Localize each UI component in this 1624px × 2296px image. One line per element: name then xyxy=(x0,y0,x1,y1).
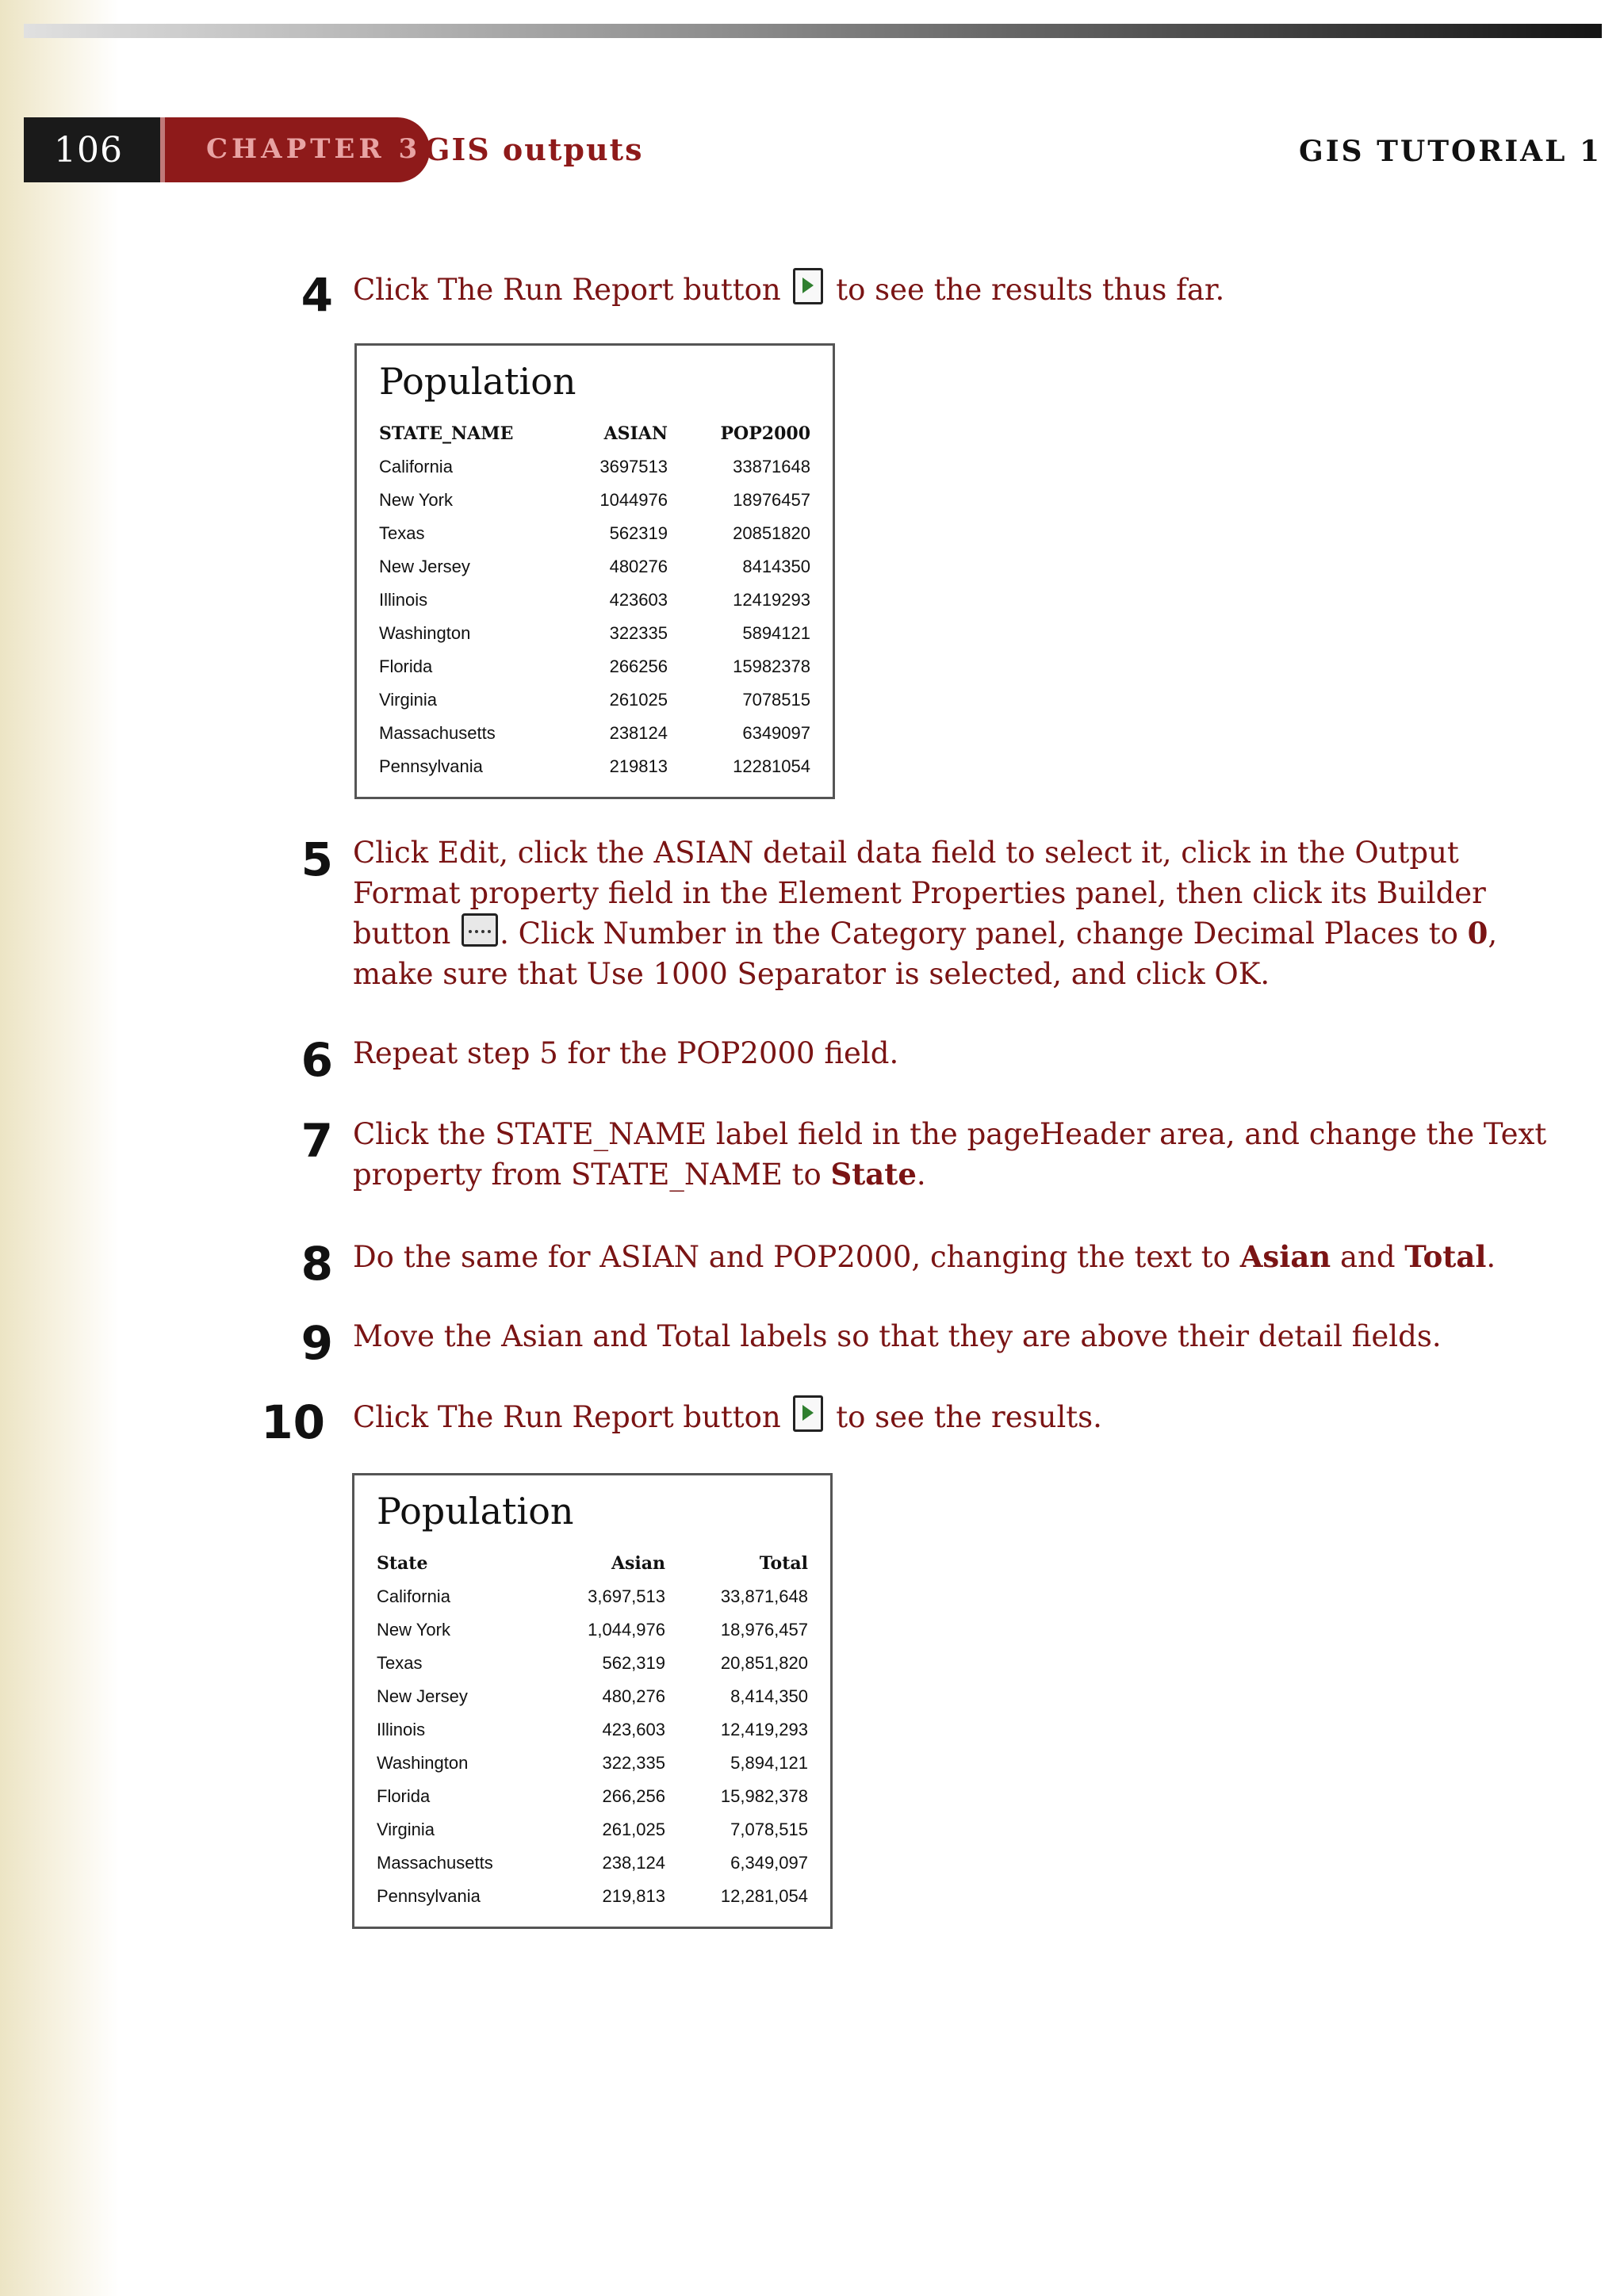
step-number: 9 xyxy=(301,1316,333,1370)
total-cell: 20851820 xyxy=(733,523,810,543)
asian-cell: 238124 xyxy=(609,723,668,743)
step-number: 7 xyxy=(301,1114,333,1168)
state-cell: Virginia xyxy=(379,690,437,710)
step-text xyxy=(353,1033,1574,1073)
step-text xyxy=(353,1114,1574,1195)
step-text xyxy=(353,1395,1574,1437)
report-header-row xyxy=(379,423,810,450)
run-report-icon xyxy=(793,1395,823,1432)
table-row xyxy=(377,1680,808,1713)
state-cell: Virginia xyxy=(377,1820,435,1839)
step-text-run: and xyxy=(1331,1240,1405,1274)
step-text xyxy=(353,268,1574,310)
step-5 xyxy=(254,832,1554,999)
state-cell: California xyxy=(377,1586,450,1606)
asian-cell: 423,603 xyxy=(602,1720,665,1739)
state-cell: California xyxy=(379,457,453,476)
table-row xyxy=(379,550,810,584)
chapter-title: GIS outputs xyxy=(424,132,644,167)
asian-cell: 1,044,976 xyxy=(588,1620,665,1640)
book-title: GIS TUTORIAL 1 xyxy=(1298,135,1602,168)
total-cell: 33871648 xyxy=(733,457,810,476)
table-row xyxy=(379,584,810,617)
step-text-bold: State xyxy=(830,1157,917,1192)
total-cell: 20,851,820 xyxy=(720,1653,808,1673)
page-edge-shading xyxy=(0,0,119,2296)
chapter-label: CHAPTER 3 xyxy=(206,133,422,165)
total-cell: 12419293 xyxy=(733,590,810,610)
asian-cell: 266,256 xyxy=(602,1786,665,1806)
step-7 xyxy=(254,1114,1554,1201)
header-state: STATE_NAME xyxy=(379,423,514,444)
chapter-tab xyxy=(160,117,430,182)
state-cell: New York xyxy=(379,490,453,510)
asian-cell: 1044976 xyxy=(599,490,668,510)
state-cell: New Jersey xyxy=(379,557,470,576)
header-asian: ASIAN xyxy=(603,423,668,444)
state-cell: Texas xyxy=(379,523,425,543)
table-row xyxy=(379,750,810,783)
step-text-run: Click Edit, click the ASIAN detail data field to select it, click in the Output Format property field in the Element Properties panel, then click its Builder button xyxy=(353,836,1486,951)
top-rule xyxy=(24,24,1602,38)
step-number: 4 xyxy=(301,268,333,322)
total-cell: 18976457 xyxy=(733,490,810,510)
asian-cell: 562319 xyxy=(609,523,668,543)
asian-cell: 219813 xyxy=(609,756,668,776)
total-cell: 33,871,648 xyxy=(720,1586,808,1606)
header-pop: POP2000 xyxy=(720,423,810,444)
asian-cell: 238,124 xyxy=(602,1853,665,1873)
total-cell: 12,281,054 xyxy=(720,1886,808,1906)
state-cell: Massachusetts xyxy=(379,723,496,743)
state-cell: Washington xyxy=(379,623,471,643)
state-cell: Florida xyxy=(379,656,433,676)
report-title: Population xyxy=(379,360,576,403)
total-cell: 7078515 xyxy=(742,690,810,710)
table-row xyxy=(379,517,810,550)
table-row xyxy=(379,683,810,717)
table-row xyxy=(377,1647,808,1680)
table-row xyxy=(379,484,810,517)
asian-cell: 3697513 xyxy=(599,457,668,476)
asian-cell: 261025 xyxy=(609,690,668,710)
total-cell: 12,419,293 xyxy=(720,1720,808,1739)
asian-cell: 266256 xyxy=(609,656,668,676)
step-10 xyxy=(254,1395,1554,1449)
total-cell: 8,414,350 xyxy=(730,1686,808,1706)
report-title: Population xyxy=(377,1490,574,1533)
total-cell: 15,982,378 xyxy=(720,1786,808,1806)
state-cell: Texas xyxy=(377,1653,423,1673)
table-row xyxy=(377,1780,808,1813)
step-6 xyxy=(254,1033,1554,1087)
asian-cell: 3,697,513 xyxy=(588,1586,665,1606)
step-text-run: Do the same for ASIAN and POP2000, changing the text to xyxy=(353,1240,1240,1274)
step-4 xyxy=(254,268,1554,322)
state-cell: New Jersey xyxy=(377,1686,468,1706)
table-row xyxy=(379,717,810,750)
page-number-band xyxy=(24,117,170,182)
step-number: 6 xyxy=(301,1033,333,1087)
asian-cell: 322,335 xyxy=(602,1753,665,1773)
step-text xyxy=(353,1316,1574,1357)
total-cell: 8414350 xyxy=(742,557,810,576)
total-cell: 12281054 xyxy=(733,756,810,776)
step-text-run: , make sure that Use 1000 Separator is selected, and click OK. xyxy=(353,916,1498,991)
header-state: State xyxy=(377,1553,428,1574)
table-row xyxy=(377,1613,808,1647)
page-number: 106 xyxy=(54,130,123,170)
asian-cell: 480276 xyxy=(609,557,668,576)
page-header xyxy=(24,117,1602,182)
asian-cell: 322335 xyxy=(609,623,668,643)
step-text xyxy=(353,1237,1574,1277)
table-row xyxy=(377,1880,808,1913)
table-row xyxy=(377,1580,808,1613)
state-cell: Washington xyxy=(377,1753,469,1773)
table-row xyxy=(379,617,810,650)
table-row xyxy=(377,1713,808,1747)
state-cell: Pennsylvania xyxy=(377,1886,481,1906)
asian-cell: 480,276 xyxy=(602,1686,665,1706)
step-text-run: Move the Asian and Total labels so that they are above their detail fields. xyxy=(353,1319,1442,1353)
table-row xyxy=(379,450,810,484)
step-text-run: . xyxy=(1486,1240,1496,1274)
run-report-icon xyxy=(793,268,823,304)
builder-icon xyxy=(462,913,498,947)
step-text-run: Click The Run Report button xyxy=(353,273,791,307)
step-text-run: . xyxy=(916,1158,926,1192)
step-text xyxy=(353,832,1574,994)
step-text-bold: 0 xyxy=(1467,916,1488,951)
header-asian: Asian xyxy=(611,1553,665,1574)
total-cell: 6349097 xyxy=(742,723,810,743)
state-cell: New York xyxy=(377,1620,450,1640)
step-9 xyxy=(254,1316,1554,1370)
report-rows xyxy=(377,1580,808,1913)
total-cell: 15982378 xyxy=(733,656,810,676)
report-preview-raw xyxy=(354,343,835,799)
step-number: 5 xyxy=(301,832,333,886)
state-cell: Massachusetts xyxy=(377,1853,493,1873)
step-8 xyxy=(254,1237,1554,1291)
total-cell: 18,976,457 xyxy=(720,1620,808,1640)
table-row xyxy=(379,650,810,683)
asian-cell: 219,813 xyxy=(602,1886,665,1906)
table-row xyxy=(377,1747,808,1780)
total-cell: 7,078,515 xyxy=(730,1820,808,1839)
table-row xyxy=(377,1846,808,1880)
state-cell: Illinois xyxy=(379,590,428,610)
state-cell: Illinois xyxy=(377,1720,426,1739)
total-cell: 6,349,097 xyxy=(730,1853,808,1873)
state-cell: Florida xyxy=(377,1786,431,1806)
state-cell: Pennsylvania xyxy=(379,756,483,776)
total-cell: 5894121 xyxy=(742,623,810,643)
step-text-bold: Asian xyxy=(1239,1239,1331,1274)
asian-cell: 562,319 xyxy=(602,1653,665,1673)
step-number: 10 xyxy=(261,1395,325,1449)
step-text-run: Repeat step 5 for the POP2000 field. xyxy=(353,1036,899,1070)
step-text-run: to see the results. xyxy=(826,1400,1102,1434)
table-row xyxy=(377,1813,808,1846)
total-cell: 5,894,121 xyxy=(730,1753,808,1773)
report-rows xyxy=(379,450,810,783)
step-text-run: to see the results thus far. xyxy=(826,273,1225,307)
report-header-row xyxy=(377,1553,808,1580)
header-total: Total xyxy=(759,1553,808,1574)
step-text-run: . Click Number in the Category panel, change Decimal Places to xyxy=(500,916,1468,951)
asian-cell: 423603 xyxy=(609,590,668,610)
step-text-bold: Total xyxy=(1404,1239,1487,1274)
step-text-run: Click the STATE_NAME label field in the pageHeader area, and change the Text property from STATE_NAME to xyxy=(353,1117,1547,1192)
step-text-run: Click The Run Report button xyxy=(353,1400,791,1434)
step-number: 8 xyxy=(301,1237,333,1291)
asian-cell: 261,025 xyxy=(602,1820,665,1839)
report-preview-formatted xyxy=(352,1473,833,1929)
